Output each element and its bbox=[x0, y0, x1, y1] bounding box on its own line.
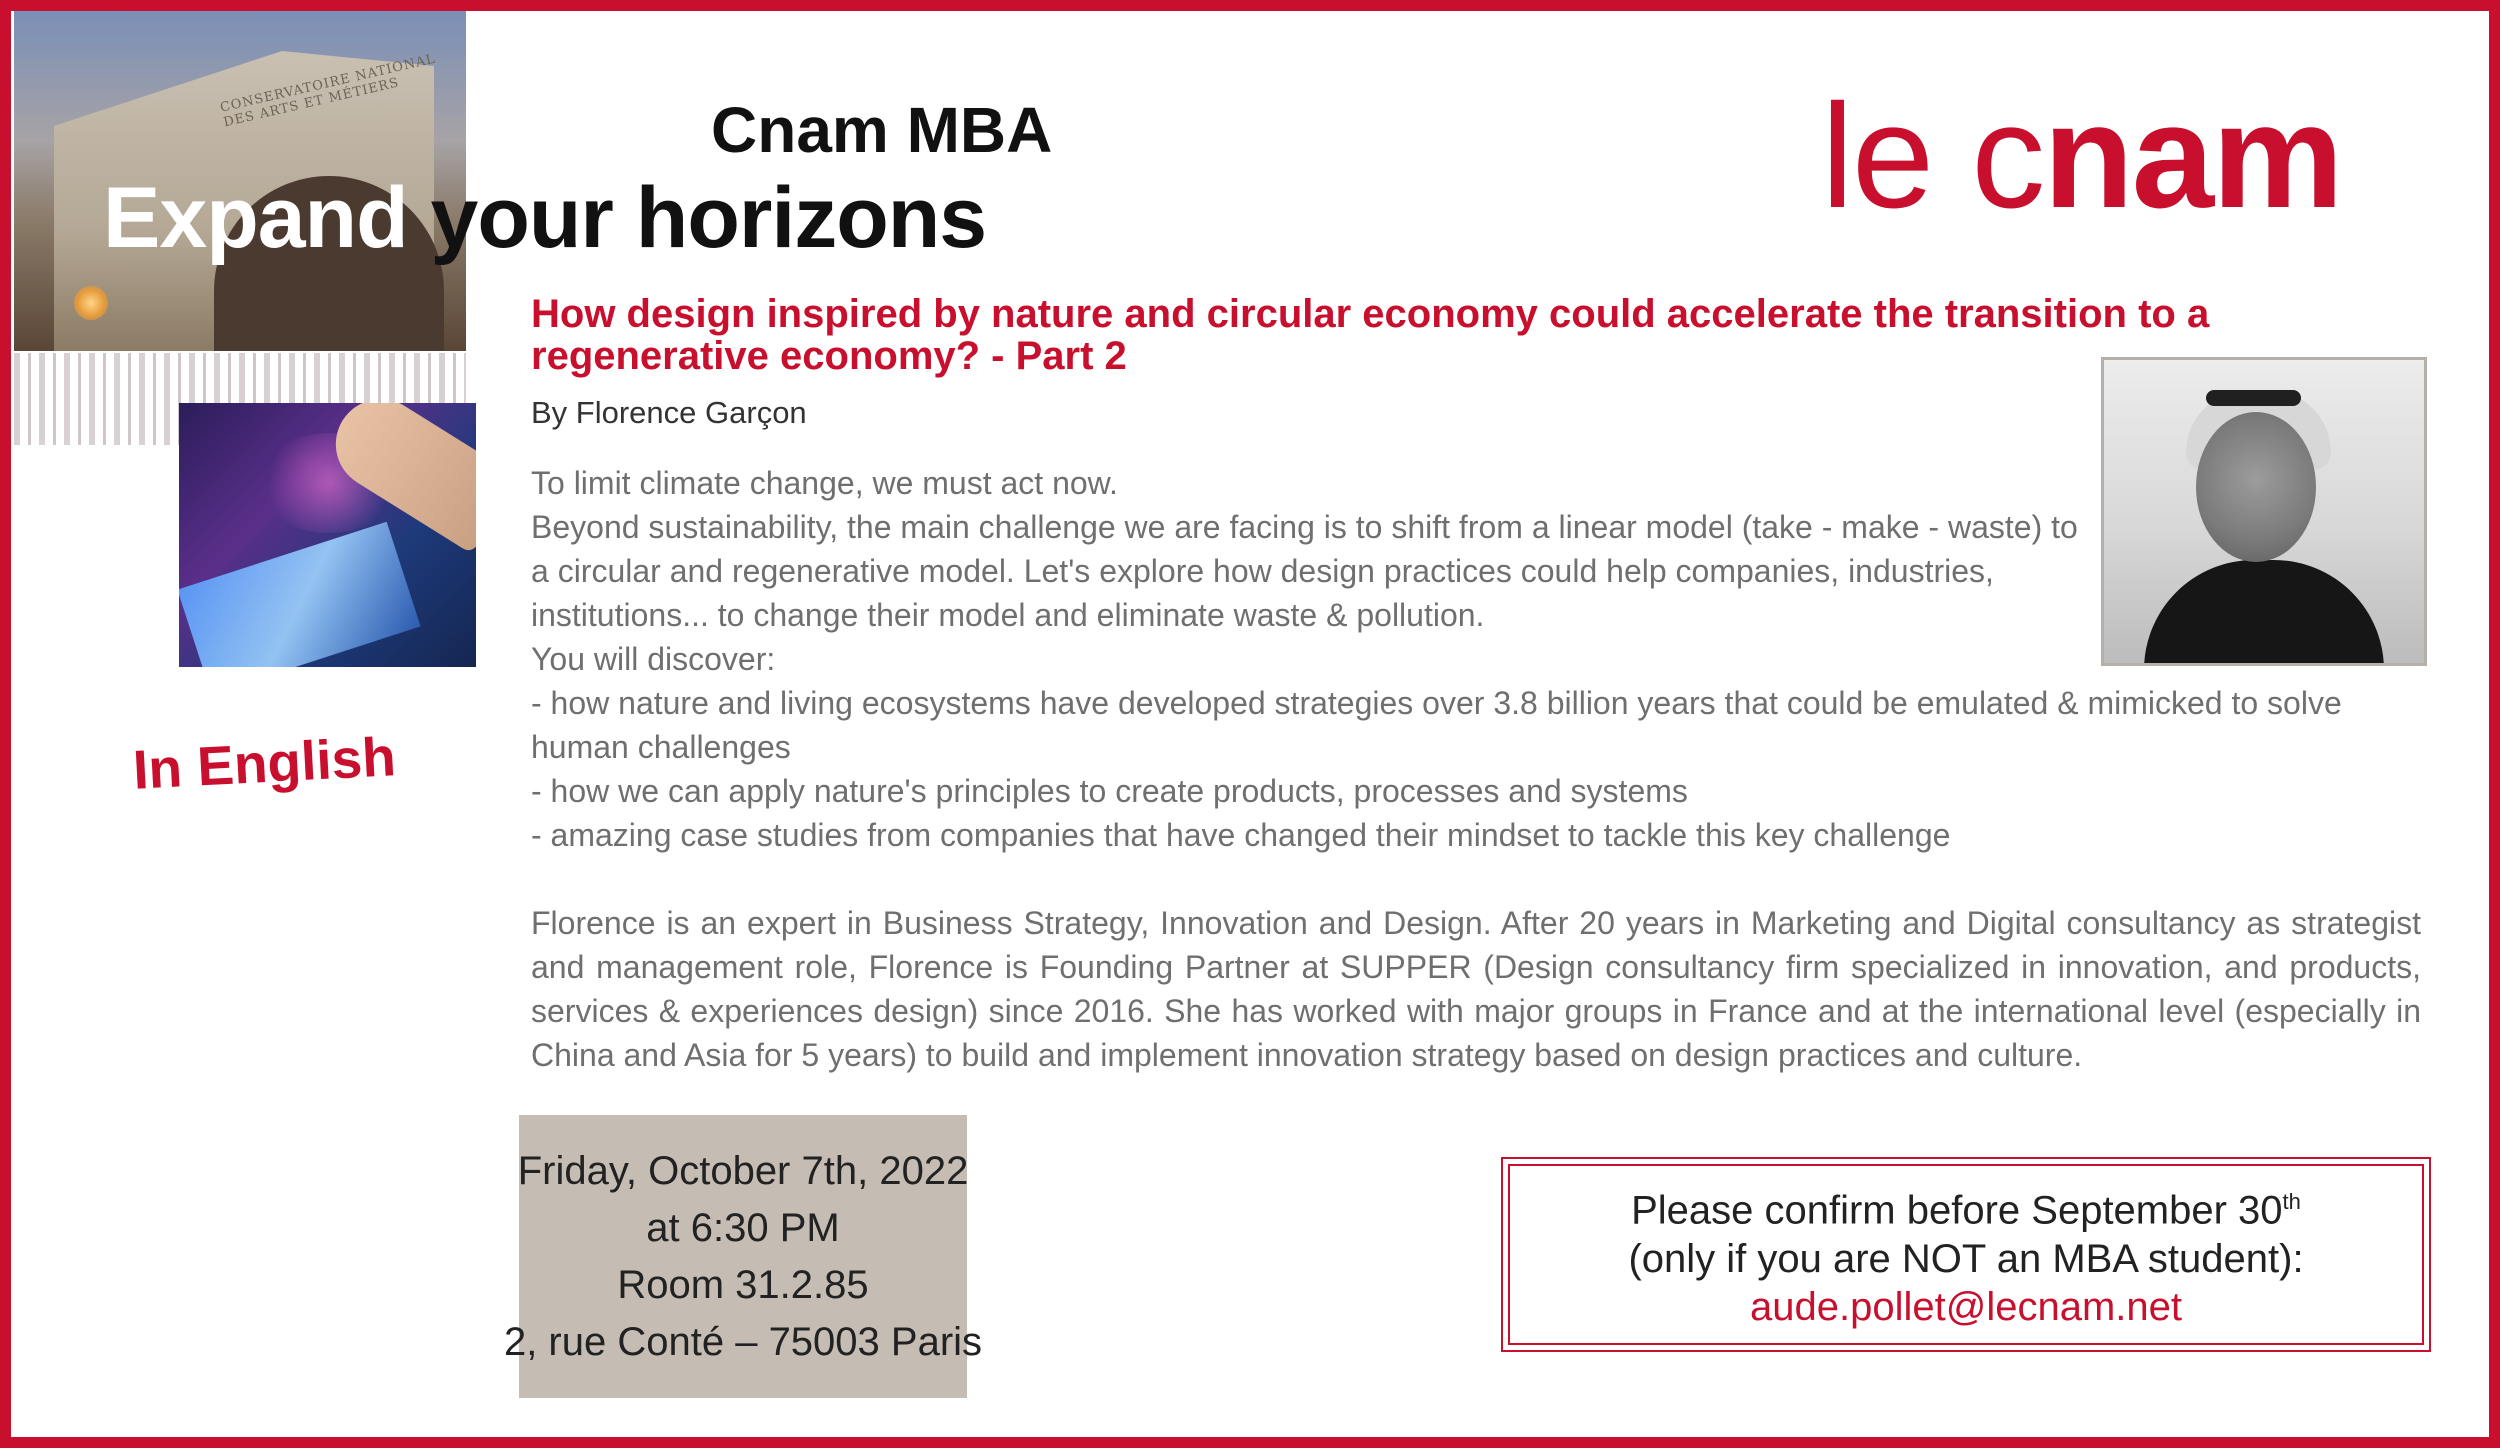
event-date: Friday, October 7th, 2022 bbox=[517, 1148, 969, 1193]
list-item: - how nature and living ecosystems have developed strategies over 3.8 billion years that could be emulated & mimicked to solve human challenges bbox=[531, 685, 2342, 765]
rsvp-email-link[interactable]: aude.pollet@lecnam.net bbox=[1750, 1284, 2182, 1329]
discover-label: You will discover: bbox=[531, 641, 776, 677]
street-lamp bbox=[74, 286, 108, 320]
talk-description bbox=[531, 461, 2421, 857]
headline-part-1: Expand bbox=[103, 170, 408, 266]
headline-part-2: your horizons bbox=[430, 170, 987, 266]
list-item: - how we can apply nature's principles to create products, processes and systems bbox=[531, 773, 1688, 809]
talk-author: By Florence Garçon bbox=[531, 395, 807, 430]
tablet-photo bbox=[179, 403, 476, 667]
program-name: Cnam MBA bbox=[711, 94, 1053, 166]
rsvp-deadline-text: Please confirm before September 30 bbox=[1631, 1188, 2283, 1233]
list-item: - amazing case studies from companies that have changed their mindset to tackle this key challenge bbox=[531, 817, 1951, 853]
intro-line: To limit climate change, we must act now. bbox=[531, 465, 1118, 501]
speaker-bio: Florence is an expert in Business Strategy, Innovation and Design. After 20 years in Marketing and Digital consultancy as strategist and management role, Florence is Founding Partner at SUPPER (Design consultancy firm specialized in innovation, and products, services & experiences design) since 2016. She has worked with major groups in France and at the international level (especially in China and Asia for 5 years) to build and implement innovation strategy based on design practices and culture. bbox=[531, 905, 2421, 1073]
sunglasses-icon bbox=[2206, 390, 2301, 406]
building-inscription: CONSERVATOIRE NATIONAL DES ARTS ET MÉTIERS bbox=[218, 51, 438, 131]
rsvp-deadline-suffix: th bbox=[2282, 1189, 2301, 1215]
event-address: 2, rue Conté – 75003 Paris bbox=[503, 1319, 983, 1364]
language-tag: In English bbox=[131, 725, 398, 801]
logo-text-bold: nam bbox=[2043, 74, 2342, 239]
intro-paragraph: Beyond sustainability, the main challenge we are facing is to shift from a linear model (take - make - waste) to a circular and regenerative model. Let's explore how design practices could help companies, industries, institutions... to change their model and eliminate waste & pollution. bbox=[531, 509, 2078, 633]
rsvp-condition: (only if you are NOT an MBA student): bbox=[1628, 1236, 2304, 1281]
event-details-box bbox=[503, 1115, 983, 1398]
cnam-logo bbox=[1821, 74, 2342, 239]
talk-title: How design inspired by nature and circular economy could accelerate the transition to a regenerative economy? - Part 2 bbox=[531, 292, 2210, 378]
rsvp-box bbox=[1501, 1157, 2431, 1352]
headline bbox=[103, 169, 986, 268]
logo-text-light: le c bbox=[1821, 74, 2044, 239]
tablet-screen bbox=[179, 522, 421, 667]
event-room: Room 31.2.85 bbox=[617, 1262, 869, 1307]
rsvp-deadline bbox=[1631, 1178, 2301, 1234]
event-time: at 6:30 PM bbox=[646, 1205, 840, 1250]
